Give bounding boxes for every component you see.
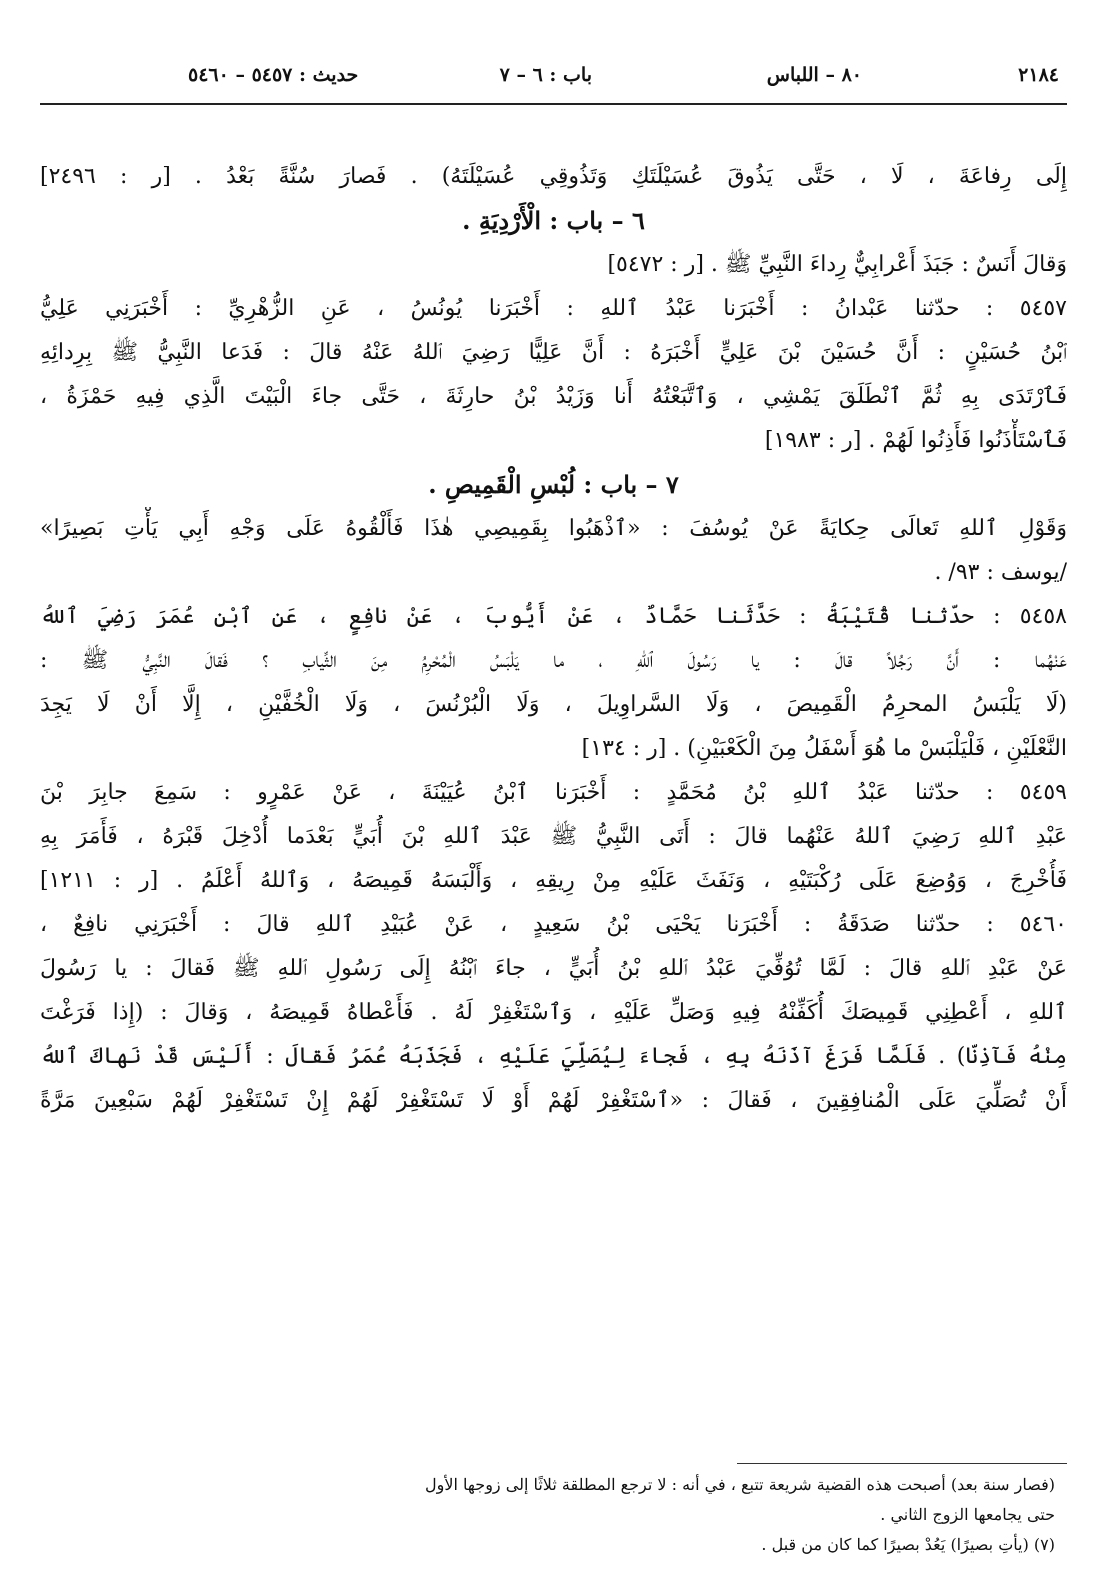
chapter-heading: ٦ – باب : الْأَرْدِيَةِ . <box>462 206 645 235</box>
text-line: إِلَى رِفاعَةَ ، لَا ، حَتَّى يَذُوقَ عُسَيْلَتَكِ وَتَذُوقِي عُسَيْلَتَهُ) . فَصارَ سُنَّةً بَعْدُ . [ر : ٢٤٩٦] <box>40 164 1067 189</box>
text-line: فَٱرْتَدَى بِهِ ثُمَّ ٱنْطَلَقَ يَمْشِي ، وَٱتَّبَعْتُهُ أَنا وَزَيْدُ بْنُ حارِثَةَ ، حَتَّى جاءَ الْبَيْتَ الَّذِي فِيهِ حَمْزَةُ ، <box>40 384 1067 409</box>
hadith-line: ٥٤٥٧ : حدّثنا عَبْدانُ : أَخْبَرَنا عَبْدُ ٱللهِ : أَخْبَرَنا يُونُسُ ، عَنِ الزُّهْرِيِّ : أَخْبَرَنِي عَلِيُّ <box>40 296 1067 321</box>
book-page <box>40 0 1067 1587</box>
main-text <box>40 155 1067 1123</box>
text-line: ٱبْنُ حُسَيْنٍ : أَنَّ حُسَيْنَ بْنَ عَلِيٍّ أَخْبَرَهُ : أَنَّ عَلِيًّا رَضِيَ ٱللهُ عَنْهُ قالَ : فَدَعا النَّبِيُّ ﷺ بِرِدائِهِ <box>40 340 1067 365</box>
text-line: فَأُخْرِجَ ، وَوُضِعَ عَلَى رُكْبَتَيْهِ ، وَنَفَثَ عَلَيْهِ مِنْ رِيقِهِ ، وَأَلْبَسَهُ قَمِيصَهُ ، وَٱللهُ أَعْلَمُ . [ر : ١٢١١] <box>40 868 1067 893</box>
chapter-range: باب : ٦ – ٧ <box>499 64 592 86</box>
chapter-heading: ٧ – باب : لُبْسِ الْقَمِيصِ . <box>428 470 679 499</box>
footnote-line: (فصار سنة بعد) أصبحت هذه القضية شريعة تتبع ، في أنه : لا ترجع المطلقة ثلاثًا إلى زوجها الأول <box>425 1475 1055 1494</box>
hadith-line: ٥٤٥٨ : حدّثنا قُتَيْبَةُ : حَدَّثَنا حَمَّادٌ ، عَنْ أَيُّوبَ ، عَنْ نافِعٍ ، عَنِ ٱبْنِ عُمَرَ رَضِيَ ٱللهُ <box>40 604 1067 629</box>
hadith-line: ٥٤٦٠ : حدّثنا صَدَقَةُ : أَخْبَرَنا يَحْيَى بْنُ سَعِيدٍ ، عَنْ عُبَيْدِ ٱللهِ قالَ : أَخْبَرَنِي نافِعٌ ، <box>40 912 1067 937</box>
text-line: (لَا يَلْبَسُ المحرِمُ الْقَمِيصَ ، وَلَا السَّراوِيلَ ، وَلَا الْبُرْنُسَ ، وَلَا الْخُفَّيْنِ ، إِلَّا أَنْ لَا يَجِدَ <box>40 692 1067 717</box>
footnote-line: (٧) (يأتِ بصيرًا) يَعُدْ بصيرًا كما كان من قبل . <box>761 1535 1055 1554</box>
text-line: /يوسف : ٩٣/ . <box>934 560 1067 585</box>
footnote-divider <box>737 1463 1067 1464</box>
running-header <box>40 58 1067 98</box>
text-line: فَٱسْتَأْذَنُوا فَأَذِنُوا لَهُمْ . [ر : ١٩٨٣] <box>764 428 1067 453</box>
book-title: ٨٠ – اللباس <box>766 64 862 86</box>
text-line: مِنْهُ فَآذِنّا) . فَلَمَّا فَرَغَ آذَنَهُ بِهِ ، فَجاءَ لِيُصَلِّيَ عَلَيْهِ ، فَجَذَبَهُ عُمَرُ فَقالَ : أَلَيْسَ قَدْ نَهاكَ ٱللهُ <box>40 1044 1067 1069</box>
footnote-line: حتى يجامعها الزوج الثاني . <box>880 1505 1055 1524</box>
text-line: النَّعْلَيْنِ ، فَلْيَلْبَسْ ما هُوَ أَسْفَلُ مِنَ الْكَعْبَيْنِ) . [ر : ١٣٤] <box>581 736 1067 761</box>
footnotes <box>40 1470 1067 1560</box>
hadith-range: حديث : ٥٤٥٧ – ٥٤٦٠ <box>188 64 359 86</box>
text-line: ٱللهِ ، أَعْطِنِي قَمِيصَكَ أُكَفِّنْهُ فِيهِ وَصَلِّ عَلَيْهِ ، وَٱسْتَغْفِرْ لَهُ . فَأَعْطاهُ قَمِيصَهُ ، وَقالَ : (إِذا فَرَغْتَ <box>40 1000 1067 1025</box>
header-divider <box>40 103 1067 105</box>
hadith-line: ٥٤٥٩ : حدّثنا عَبْدُ ٱللهِ بْنُ مُحَمَّدٍ : أَخْبَرَنا ٱبْنُ عُيَيْنَةَ ، عَنْ عَمْرٍو : سَمِعَ جابِرَ بْنَ <box>40 780 1067 805</box>
text-line: عَنْهُما : أَنَّ رَجُلاً قالَ : يا رَسُولَ ٱللهِ ، ما يَلْبَسُ الْمُحْرِمُ مِنَ الثِّيابِ ؟ فَقالَ النَّبِيُّ ﷺ : <box>40 648 1067 673</box>
text-line: عَنْ عَبْدِ ٱللهِ قالَ : لَمَّا تُوُفِّيَ عَبْدُ ٱللهِ بْنُ أُبَيٍّ ، جاءَ ٱبْنُهُ إِلَى رَسُولِ ٱللهِ ﷺ فَقالَ : يا رَسُولَ <box>40 956 1067 981</box>
page-number: ٢١٨٤ <box>1018 64 1059 86</box>
text-line: عَبْدِ ٱللهِ رَضِيَ ٱللهُ عَنْهُما قالَ : أَتَى النَّبِيُّ ﷺ عَبْدَ ٱللهِ بْنَ أُبَيٍّ بَعْدَما أُدْخِلَ قَبْرَهُ ، فَأَمَرَ بِهِ <box>40 824 1067 849</box>
text-line: أَنْ تُصَلِّيَ عَلَى الْمُنافِقِينَ ، فَقالَ : «ٱسْتَغْفِرْ لَهُمْ أَوْ لَا تَسْتَغْفِرْ لَهُمْ إِنْ تَسْتَغْفِرْ لَهُمْ سَبْعِينَ مَرَّةً <box>40 1088 1067 1113</box>
text-line: وَقَوْلِ ٱللهِ تَعالَى حِكايَةً عَنْ يُوسُفَ : «ٱذْهَبُوا بِقَمِيصِي هٰذَا فَأَلْقُوهُ عَلَى وَجْهِ أَبِي يَأْتِ بَصِيرًا» <box>40 516 1067 541</box>
text-line: وَقالَ أَنَسٌ : جَبَذَ أَعْرابِيٌّ رِداءَ النَّبِيِّ ﷺ . [ر : ٥٤٧٢] <box>607 252 1067 277</box>
